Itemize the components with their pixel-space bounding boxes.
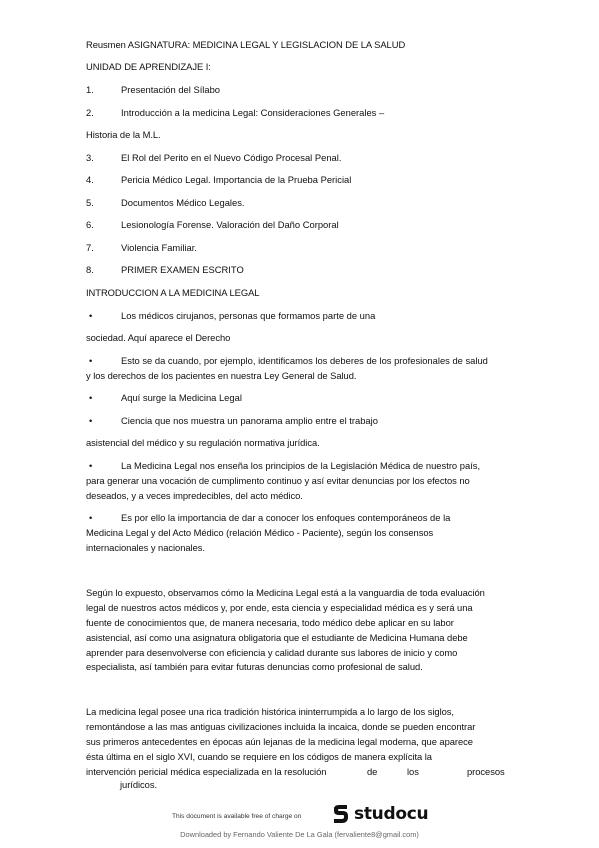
paragraph-line: fuente de conocimientos que, de manera necesaria, todo médico debe aplicar en su labor <box>86 617 454 628</box>
list-item-number: 3. <box>86 152 94 163</box>
list-item-continuation: Historia de la M.L. <box>86 129 161 140</box>
paragraph-line: intervención pericial médica especializada en la resolución <box>86 766 327 777</box>
bullet: • <box>89 392 93 403</box>
paragraph-line: ésta última en el siglo XVI, cuando se requiere en los códigos de manera explícita la <box>86 751 432 762</box>
list-item-number: 2. <box>86 107 94 118</box>
paragraph-line: remontándose a las mas antiguas civilizaciones incluida la incaica, donde se pueden encontrar <box>86 721 476 732</box>
list-item: Presentación del Sílabo <box>121 84 221 95</box>
bullet-text: Ciencia que nos muestra un panorama amplio entre el trabajo <box>121 415 378 426</box>
bullet-text: Esto se da cuando, por ejemplo, identificamos los deberes de los profesionales de salud <box>121 355 488 366</box>
bullet-text-continuation: para generar una vocación de cumplimento continuo y así evitar denuncias por los efectos no <box>86 475 470 486</box>
bullet-text-continuation: deseados, y a veces impredecibles, del acto médico. <box>86 490 303 501</box>
bullet-text: Aquí surge la Medicina Legal <box>121 392 242 403</box>
availability-note: This document is available free of charge on <box>172 813 302 820</box>
list-item: Lesionología Forense. Valoración del Daño Corporal <box>121 219 339 230</box>
list-item: PRIMER EXAMEN ESCRITO <box>121 264 244 275</box>
list-item-number: 7. <box>86 242 94 253</box>
unit-title: UNIDAD DE APRENDIZAJE I: <box>86 61 211 72</box>
paragraph-line: legal de nuestros actos médicos y, por ende, esta ciencia y especialidad médica es y será una <box>86 602 473 613</box>
paragraph-line: sus primeros antecedentes en épocas aún lejanas de la medicina legal moderna, que aparece <box>86 736 473 747</box>
list-item: Documentos Médico Legales. <box>121 197 245 208</box>
bullet-text-continuation: y los derechos de los pacientes en nuestra Ley General de Salud. <box>86 370 357 381</box>
document-header: Reusmen ASIGNATURA: MEDICINA LEGAL Y LEGISLACION DE LA SALUD <box>86 39 406 50</box>
paragraph-word: de <box>367 766 378 777</box>
bullet: • <box>89 415 93 426</box>
bullet-text-continuation: Medicina Legal y del Acto Médico (relación Médico - Paciente), según los consensos <box>86 527 434 538</box>
paragraph-word: procesos <box>467 766 505 777</box>
paragraph-line: especialista, así también para evitar futuras denuncias como profesional de salud. <box>86 661 423 672</box>
bullet-text: Los médicos cirujanos, personas que formamos parte de una <box>121 310 376 321</box>
studocu-logo-icon <box>330 803 352 825</box>
list-item-number: 6. <box>86 219 94 230</box>
download-note: Downloaded by Fernando Valiente De La Gala (fervaliente8@gmail.com) <box>180 830 419 839</box>
bullet-text: Es por ello la importancia de dar a conocer los enfoques contemporáneos de la <box>121 512 451 523</box>
list-item-number: 5. <box>86 197 94 208</box>
bullet-text-continuation: sociedad. Aquí aparece el Derecho <box>86 332 231 343</box>
paragraph-line: asistencial, así como una asignatura obligatoria que el estudiante de Medicina Humana debe <box>86 632 468 643</box>
bullet: • <box>89 310 93 321</box>
bullet: • <box>89 355 93 366</box>
bullet: • <box>89 512 93 523</box>
list-item: Introducción a la medicina Legal: Consideraciones Generales – <box>121 107 385 118</box>
bullet-text-continuation: internacionales y nacionales. <box>86 542 205 553</box>
bullet-text-continuation: asistencial del médico y su regulación normativa jurídica. <box>86 437 320 448</box>
paragraph-word: los <box>407 766 419 777</box>
list-item: El Rol del Perito en el Nuevo Código Procesal Penal. <box>121 152 342 163</box>
studocu-logo[interactable] <box>330 803 428 825</box>
list-item: Pericia Médico Legal. Importancia de la Prueba Pericial <box>121 174 352 185</box>
list-item-number: 8. <box>86 264 94 275</box>
bullet-text: La Medicina Legal nos enseña los principios de la Legislación Médica de nuestro país, <box>121 460 481 471</box>
paragraph-line: Según lo expuesto, observamos cómo la Medicina Legal está a la vanguardia de toda evaluación <box>86 587 485 598</box>
section-title: INTRODUCCION A LA MEDICINA LEGAL <box>86 287 260 298</box>
paragraph-line: aprender para desenvolverse con eficiencia y calidad durante sus labores de inicio y como <box>86 647 458 658</box>
list-item: Violencia Familiar. <box>121 242 197 253</box>
paragraph-line: La medicina legal posee una rica tradición histórica ininterrumpida a lo largo de los siglos, <box>86 706 454 717</box>
paragraph-line: jurídicos. <box>120 779 158 790</box>
list-item-number: 1. <box>86 84 94 95</box>
list-item-number: 4. <box>86 174 94 185</box>
studocu-brand: studocu <box>354 804 429 824</box>
bullet: • <box>89 460 93 471</box>
